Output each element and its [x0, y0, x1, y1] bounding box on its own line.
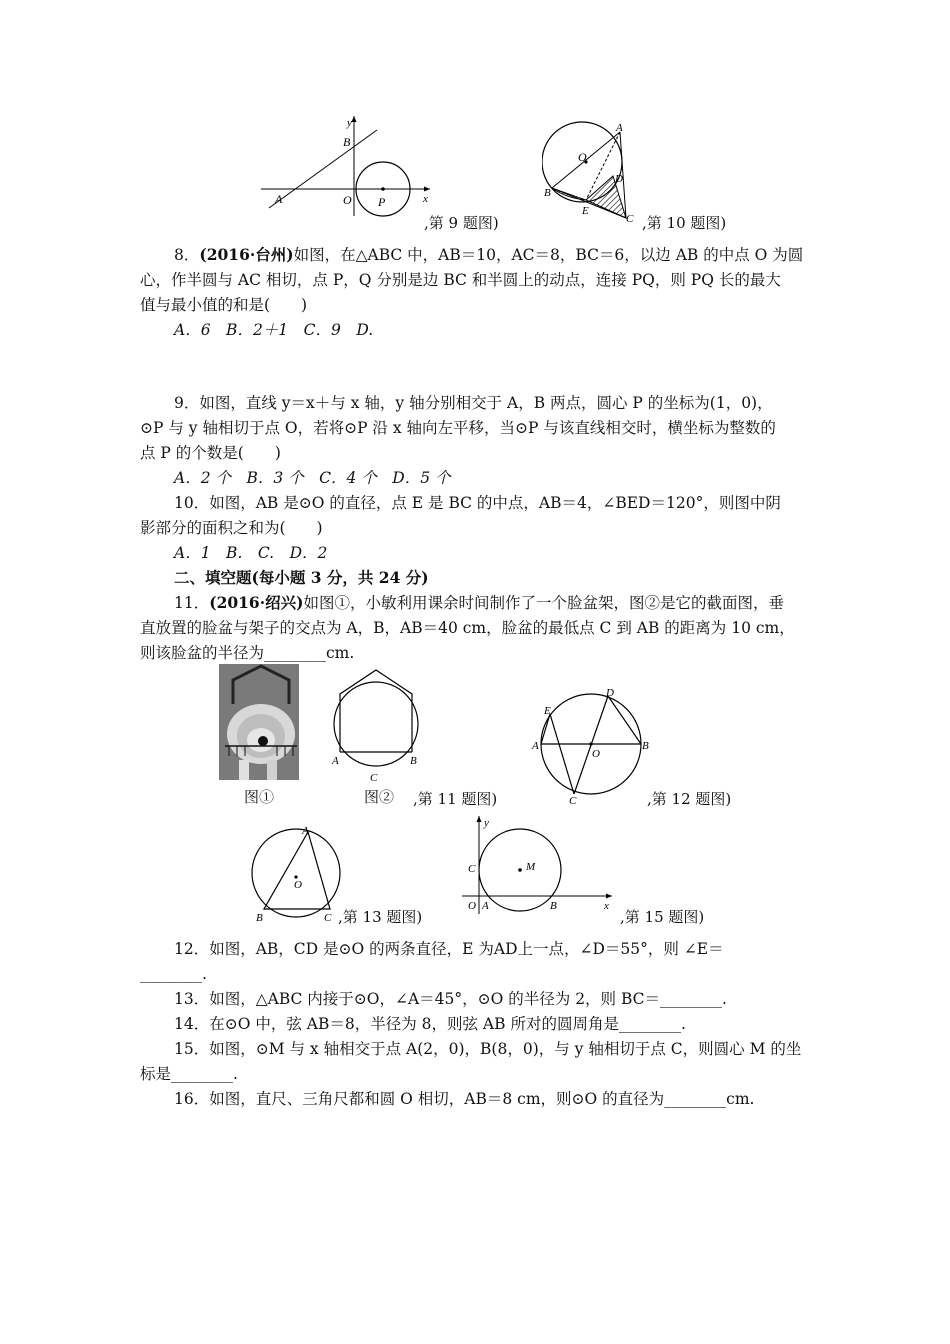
figure-12	[530, 686, 655, 806]
label-B: B	[544, 187, 551, 199]
q9-options: A．2 个 B．3 个 C．4 个 D．5 个	[174, 469, 451, 487]
caption-fig15: ,第 15 题图)	[620, 908, 705, 926]
q11-source: (2016·绍兴)	[209, 593, 304, 612]
label-E: E	[544, 705, 551, 717]
label-A: A	[482, 900, 489, 912]
section-2-heading: 二、填空题(每小题 3 分，共 24 分)	[174, 568, 429, 587]
label-x: x	[423, 193, 428, 205]
q12-line1: 12．如图，AB，CD 是⊙O 的两条直径，E 为AD上一点，∠D＝55°，则 ∠E＝	[174, 940, 724, 958]
q13-line: 13．如图，△ABC 内接于⊙O，∠A＝45°，⊙O 的半径为 2，则 BC＝________.	[174, 990, 727, 1008]
label-x: x	[604, 900, 609, 912]
figure-10	[542, 118, 642, 224]
label-P: P	[378, 195, 386, 209]
figure-9	[255, 112, 440, 220]
label-C: C	[324, 912, 332, 922]
washbasin-photo	[219, 664, 299, 780]
q15-line2: 标是________.	[140, 1065, 238, 1083]
figure-11-diagram	[326, 664, 426, 784]
q11-text: 如图①，小敏利用课余时间制作了一个脸盆架，图②是它的截面图，垂	[303, 594, 784, 612]
q10-line2: 影部分的面积之和为( )	[140, 519, 323, 537]
label-y: y	[484, 817, 489, 829]
label-A: A	[275, 192, 283, 206]
caption-fig12: ,第 12 题图)	[647, 790, 732, 808]
label-O: O	[343, 193, 352, 207]
label-D: D	[615, 173, 623, 185]
q14-line: 14．在⊙O 中，弦 AB＝8，半径为 8，则弦 AB 所对的圆周角是________.	[174, 1015, 686, 1033]
label-C: C	[468, 863, 476, 875]
q8-line1	[174, 244, 803, 266]
q8-number: 8．	[174, 246, 200, 264]
caption-fig11: ,第 11 题图)	[413, 790, 498, 808]
label-B: B	[550, 900, 557, 912]
q8-source: (2016·台州)	[199, 245, 294, 264]
q16-line: 16．如图，直尺、三角尺都和圆 O 相切，AB＝8 cm，则⊙O 的直径为________cm.	[174, 1090, 755, 1108]
label-E: E	[582, 205, 589, 217]
label-A: A	[302, 825, 309, 837]
q11-line1	[174, 592, 784, 614]
q9-line1: 9．如图，直线 y＝x＋与 x 轴，y 轴分别相交于 A，B 两点，圆心 P 的坐标为(1，0)，	[174, 394, 773, 412]
label-A: A	[532, 740, 539, 752]
q12-line2: ________.	[140, 965, 207, 983]
q8-line2: 心，作半圆与 AC 相切，点 P，Q 分别是边 BC 和半圆上的动点，连接 PQ，则 PQ 长的最大	[140, 271, 781, 289]
caption-fig10: ,第 10 题图)	[642, 214, 727, 232]
label-D: D	[606, 687, 614, 699]
q11-number: 11．	[174, 594, 210, 612]
label-O: O	[468, 900, 476, 912]
q8-text: 如图，在△ABC 中，AB＝10，AC＝8，BC＝6，以边 AB 的中点 O 为圆	[293, 246, 804, 264]
caption-fig11-1: 图①	[244, 788, 275, 806]
label-O: O	[592, 748, 600, 760]
q15-line1: 15．如图，⊙M 与 x 轴相交于点 A(2，0)，B(8，0)，与 y 轴相切于点 C，则圆心 M 的坐	[174, 1040, 802, 1058]
label-B: B	[642, 740, 649, 752]
caption-fig11-2: 图②	[364, 788, 395, 806]
q10-options: A．1 B. C. D．2	[174, 544, 328, 562]
label-B: B	[256, 912, 263, 922]
label-A: A	[332, 755, 339, 767]
q11-line2: 直放置的脸盆与架子的交点为 A，B，AB＝40 cm，脸盆的最低点 C 到 AB 的距离为 10 cm，	[140, 619, 795, 637]
label-y: y	[347, 117, 352, 129]
figure-13	[250, 822, 345, 922]
label-B: B	[343, 135, 351, 149]
label-C: C	[370, 772, 378, 784]
q8-options: A．6 B．2＋1 C．9 D.	[174, 321, 374, 339]
label-B: B	[410, 755, 417, 767]
q8-line3: 值与最小值的和是( )	[140, 296, 308, 314]
label-O: O	[294, 879, 302, 891]
q9-line2: ⊙P 与 y 轴相切于点 O，若将⊙P 沿 x 轴向左平移，当⊙P 与该直线相交时，横坐标为整数的	[140, 419, 776, 437]
label-M: M	[526, 861, 536, 873]
label-C: C	[626, 213, 634, 224]
q9-line3: 点 P 的个数是( )	[140, 444, 281, 462]
label-O: O	[578, 150, 587, 164]
figure-15	[458, 812, 618, 916]
label-C: C	[569, 795, 577, 806]
q11-line3: 则该脸盆的半径为________cm.	[140, 644, 355, 662]
q10-line1: 10．如图，AB 是⊙O 的直径，点 E 是 BC 的中点，AB＝4，∠BED＝120°，则图中阴	[174, 494, 781, 512]
caption-fig9: ,第 9 题图)	[424, 214, 499, 232]
caption-fig13: ,第 13 题图)	[338, 908, 423, 926]
label-A: A	[616, 122, 623, 134]
